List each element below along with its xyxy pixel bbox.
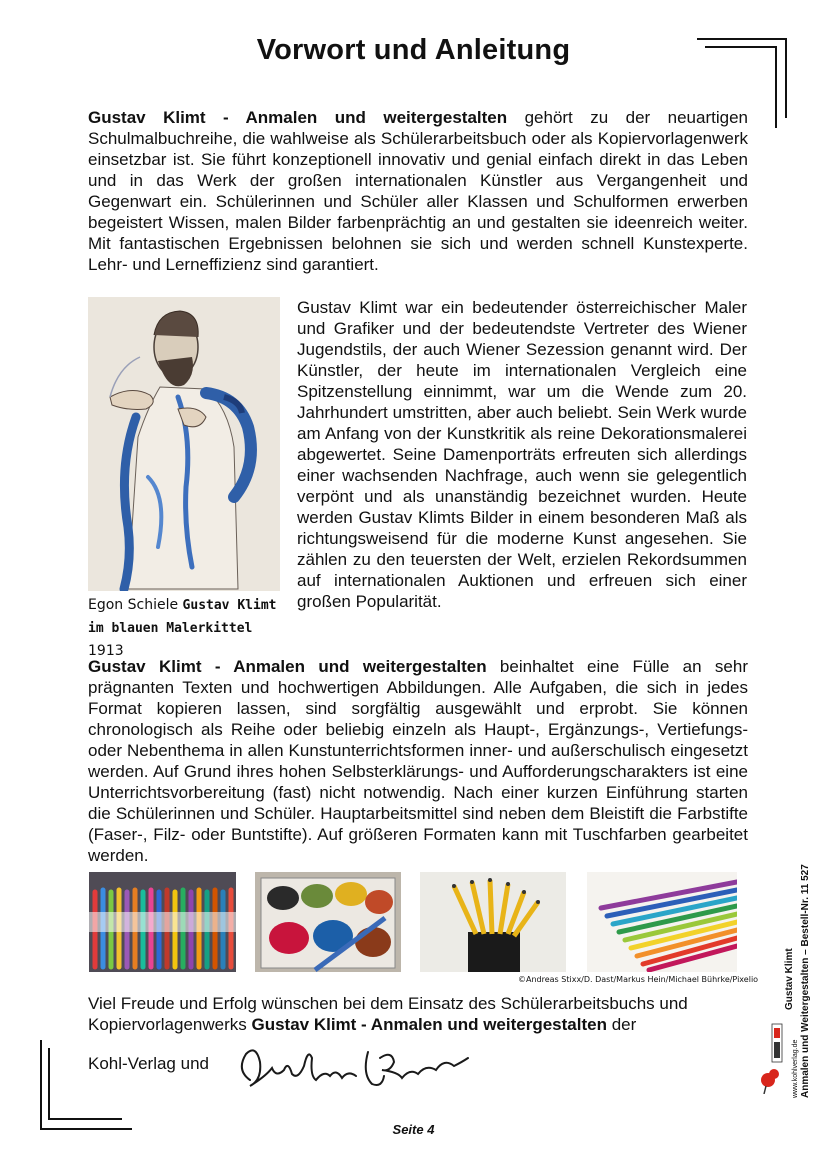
watercolor-box-photo	[255, 872, 401, 972]
closing-book-title: Gustav Klimt - Anmalen und weitergestalten	[251, 1015, 607, 1034]
contents-paragraph	[88, 656, 748, 866]
handwritten-signature	[232, 1040, 472, 1098]
page-number: Seite 4	[392, 1122, 435, 1137]
side-order-number: – Bestell-Nr. 11 527	[800, 864, 811, 955]
colored-pencils-photo	[587, 872, 737, 972]
kohl-verlag-logo	[758, 1018, 784, 1094]
intro-paragraph	[88, 107, 748, 275]
biography-paragraph: Gustav Klimt war ein bedeutender österreichischer Maler und Grafiker und der bedeutendste Vertreter des Wiener Jugendstils, der auch Wiener Sezession genannt wird. Der Künstler, der heute im internationalen Vergleich eine Spitzenstellung einnimmt, war um die Wende zum 20. Jahrhundert umstritten, aber auch beliebt. Sein Werk wurde am Anfang von der Kunstkritik als reine Dekorationsmalerei abgewertet. Seine Damenporträts erfreuten sich allerdings einer wachsenden Nachfrage, auch wenn sie gelegentlich verpönt und als unanständig bezeichnet wurden. Heute werden Gustav Klimts Bilder in einem besonderen Maß als richtungsweisend für die moderne Kunst angesehen. Sie zählen zu den teuersten der Welt, erzielen Rekordsummen auf internationalen Auktionen und erfreuen sich einer großen Popularität.	[297, 298, 747, 611]
closing-text-1: Viel Freude und Erfolg wünschen bei dem Einsatz des Schülerarbeitsbuchs und Kopiervorlagenwerks	[88, 994, 688, 1034]
caption-work: Gustav Klimt im blauen Malerkittel	[88, 598, 277, 636]
felt-pens-photo	[89, 872, 236, 972]
pencils-cup-photo	[420, 872, 566, 972]
photo-credit: ©Andreas Stixx/D. Dast/Markus Hein/Michael Bührke/Pixelio	[518, 975, 759, 984]
closing-text-2: der	[606, 1015, 637, 1034]
side-subtitle-text: Anmalen und Weitergestalten	[800, 957, 811, 1098]
page-title: Vorwort und Anleitung	[256, 34, 571, 66]
intro-text: gehört zu der neuartigen Schulmalbuchreihe, die wahlweise als Schülerarbeitsbuch oder als Kopiervorlagenwerk einsetzbar ist. Sie führt konzeptionell innovativ und genial einfach direkt in das Leben und in das Werk der großen internationalen Künstler aus Vergangenheit und Gegenwart ein. Schülerinnen und Schüler aller Klassen und Schulformen erwerben begeistert Wissen, malen Bilder farbenprächtig an und gestalten sie ideenreich weiter. Mit fantastischen Ergebnissen belohnen sie sich und werden schnell Kunstexperte. Lehr- und Lerneffizienz sind garantiert.	[88, 108, 748, 274]
portrait-caption	[88, 594, 288, 662]
contents-book-title: Gustav Klimt - Anmalen und weitergestalten	[88, 657, 487, 676]
side-book-title: Gustav Klimt	[784, 948, 795, 1010]
klimt-portrait-image	[88, 297, 280, 591]
side-website: www.kohlverlag.de	[792, 1039, 799, 1098]
caption-year: 1913	[88, 643, 124, 659]
contents-text: beinhaltet eine Fülle an sehr prägnanten Texten und hochwertigen Abbildungen. Alle Aufgaben, die sich in jedes Format kopieren lassen, sind sorgfältig ausgewählt und erprobt. Sie können chronologisch als Reihe oder beliebig einzeln als Haupt-, Ergänzungs-, Vertiefungs- oder Nebenthema in allen Kunstunterrichtsformen inner- und außerschulisch eingesetzt werden. Auf Grund ihres hohen Selbsterklärungs- und Aufforderungscharakters ist eine Unterrichtsvorbereitung (fast) nicht notwendig. Nach einer kurzen Einführung starten die Schülerinnen und Schüler. Hauptarbeitsmittel sind neben dem Bleistift die Farbstifte (Faser-, Filz- oder Buntstifte). Auf größeren Formaten kann mit Tuschfarben gearbeitet werden.	[88, 657, 748, 865]
side-subtitle	[800, 864, 811, 1098]
intro-book-title: Gustav Klimt - Anmalen und weitergestalten	[88, 108, 508, 127]
caption-artist: Egon Schiele	[88, 597, 183, 613]
closing-publisher: Kohl-Verlag und	[88, 1054, 209, 1073]
